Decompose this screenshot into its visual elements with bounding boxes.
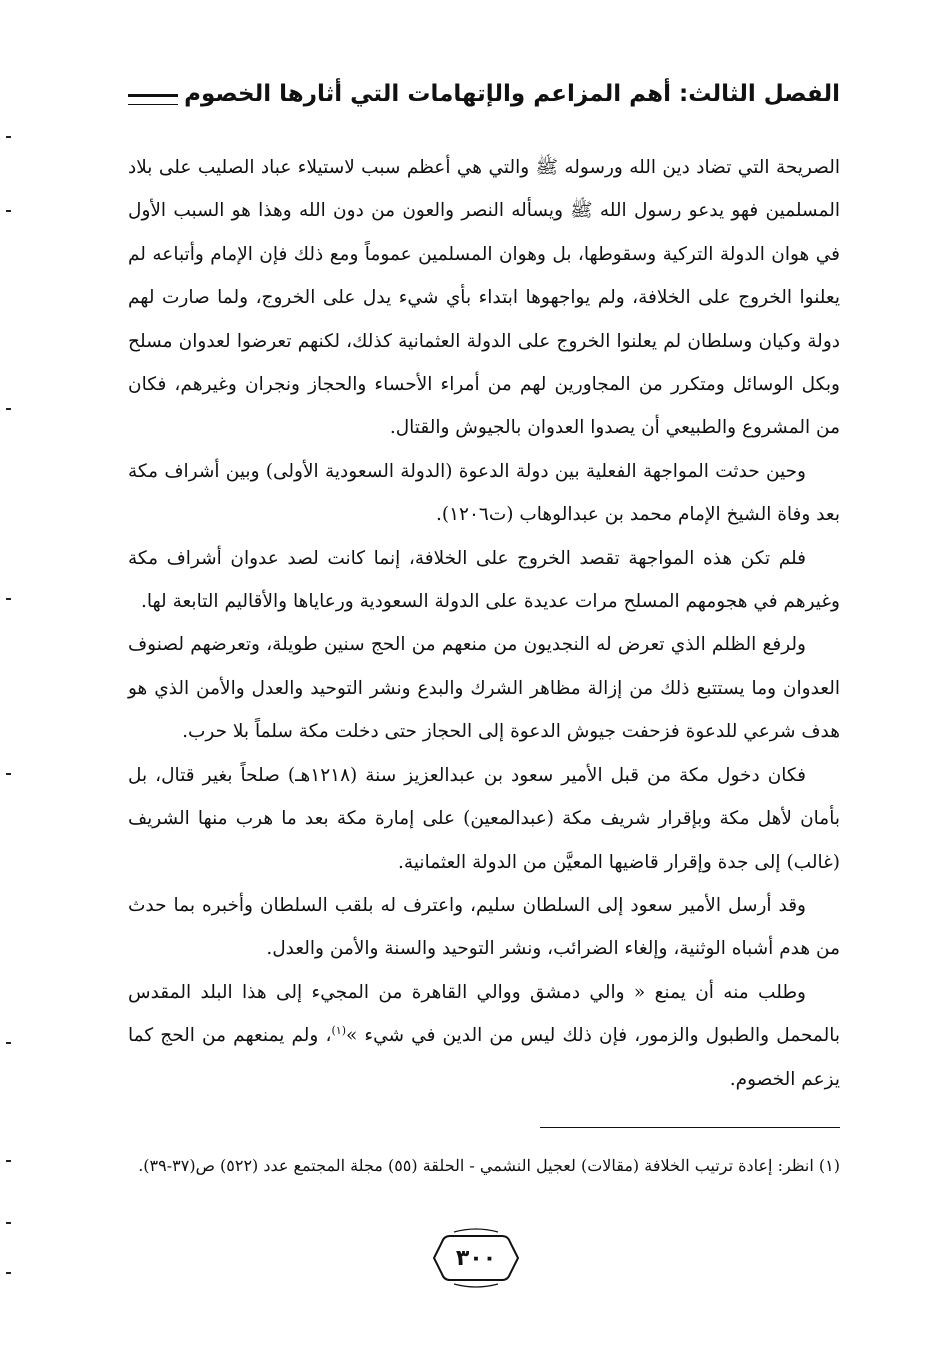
paragraph: وحين حدثت المواجهة الفعلية بين دولة الدعوة (الدولة السعودية الأولى) وبين أشراف مكة بعد وفاة الشيخ الإمام محمد بن عبدالوهاب (ت١٢٠٦).	[128, 460, 840, 526]
footnote: (١) انظر: إعادة ترتيب الخلافة (مقالات) لعجيل النشمي - الحلقة (٥٥) مجلة المجتمع عدد (٥٢٢) ص(٣٧-٣٩).	[138, 1156, 840, 1175]
paragraph-text-continued: ، ولم يمنعهم من الحج كما يزعم الخصوم.	[128, 1025, 840, 1090]
header-rule	[128, 94, 178, 105]
scan-mark	[6, 1042, 11, 1044]
page-number: ٣٠٠	[455, 1245, 497, 1271]
paragraph: وقد أرسل الأمير سعود إلى السلطان سليم، واعترف له بلقب السلطان وأخبره بما حدث من هدم أشباه الوثنية، وإلغاء الضرائب، ونشر التوحيد والسنة والأمن والعدل.	[128, 894, 840, 960]
scan-mark	[6, 1160, 11, 1162]
scan-mark	[6, 773, 11, 775]
scan-mark	[6, 1222, 11, 1224]
scan-mark	[6, 1272, 11, 1274]
footnote-reference[interactable]: (١)	[331, 1023, 346, 1037]
paragraph: ولرفع الظلم الذي تعرض له النجديون من منعهم من الحج سنين طويلة، وتعرضهم لصنوف العدوان وما يستتبع ذلك من إزالة مظاهر الشرك والبدع ونشر التوحيد والعدل والأمن الذي هو هدف شرعي للدعوة فزحفت جيوش الدعوة إلى الحجاز حتى دخلت مكة سلماً بلا حرب.	[128, 634, 840, 743]
paragraph: فلم تكن هذه المواجهة تقصد الخروج على الخلافة، إنما كانت لصد عدوان أشراف مكة وغيرهم في هجومهم المسلح مرات عديدة على الدولة السعودية ورعاياها والأقاليم التابعة لها.	[128, 547, 840, 613]
running-header	[128, 74, 840, 114]
paragraph	[128, 971, 840, 1101]
paragraph: فكان دخول مكة من قبل الأمير سعود بن عبدالعزيز سنة (١٢١٨هـ) صلحاً بغير قتال، بل بأمان لأهل مكة وبإقرار شريف مكة (عبدالمعين) على إمارة مكة بعد ما هرب منها الشريف (غالب) إلى جدة وإقرار قاضيها المعيَّن من الدولة العثمانية.	[128, 764, 840, 873]
footnote-separator	[540, 1127, 840, 1128]
scan-mark	[6, 598, 11, 600]
scan-mark	[6, 210, 11, 212]
page-number-ornament	[430, 1228, 522, 1288]
paragraph-text: وطلب منه أن يمنع « والي دمشق ووالي القاهرة من المجيء إلى هذا البلد المقدس بالمحمل والطبول والزمور، فإن ذلك ليس من الدين في شيء »	[128, 981, 840, 1047]
main-text	[128, 146, 840, 1101]
scan-mark	[6, 136, 11, 138]
scan-mark	[6, 408, 11, 410]
chapter-title: الفصل الثالث: أهم المزاعم والإتهامات التي أثارها الخصوم	[184, 81, 840, 107]
paragraph: الصريحة التي تضاد دين الله ورسوله ﷺ والتي هي أعظم سبب لاستيلاء عباد الصليب على بلاد المسلمين فهو يدعو رسول الله ﷺ ويسأله النصر والعون من دون الله وهذا هو السبب الأول في هوان الدولة التركية وسقوطها، بل وهوان المسلمين عموماً ومع ذلك فإن الإمام وأتباعه لم يعلنوا الخروج على الخلافة، ولم يواجهوها ابتداء بأي شيء يدل على الخروج، ولما صارت لهم دولة وكيان وسلطان لم يعلنوا الخروج على الدولة العثمانية كذلك، لكنهم تعرضوا لعدوان مسلح وبكل الوسائل ومتكرر من المجاورين لهم من أمراء الأحساء والحجاز ونجران وغيرهم، فكان من المشروع والطبيعي أن يصدوا العدوان بالجيوش والقتال.	[128, 157, 840, 439]
